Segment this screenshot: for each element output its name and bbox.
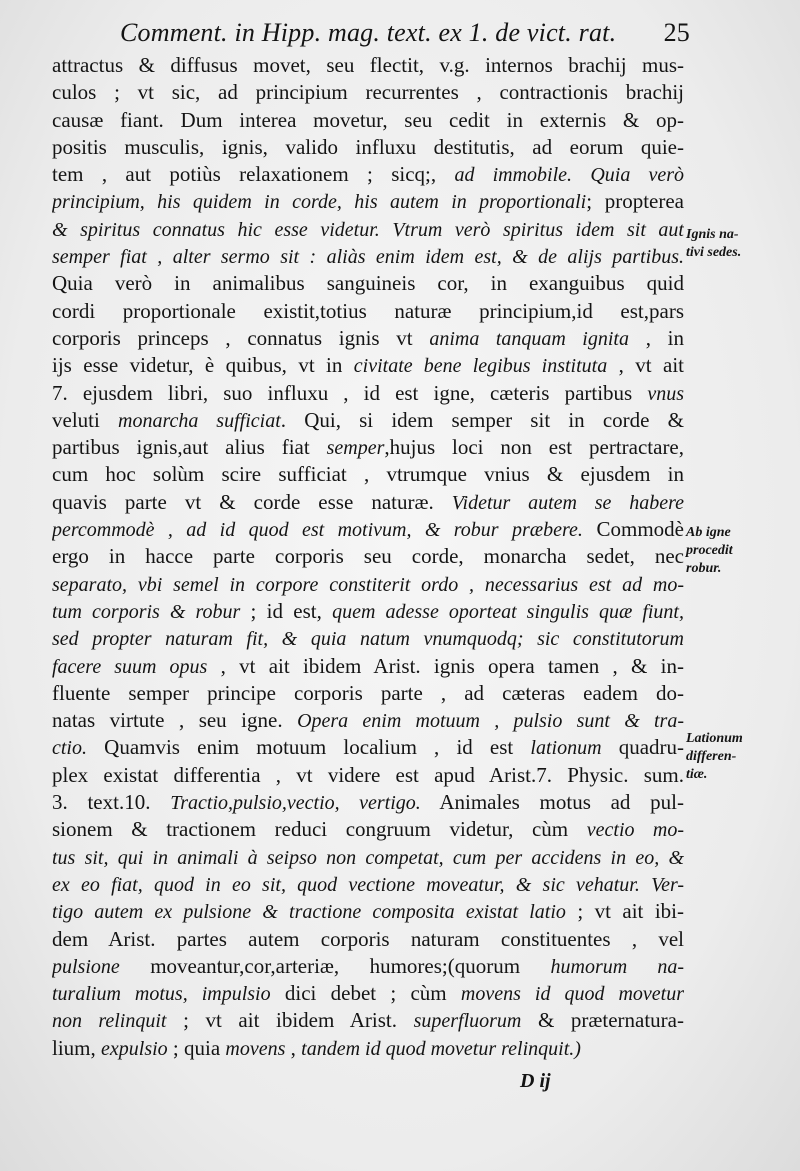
text-line (52, 734, 684, 761)
margin-note-ignis (686, 226, 796, 262)
italic-run: vnus (647, 382, 684, 405)
italic-run: percommodè , ad id quod est motivum, & robur præbere. (52, 519, 583, 542)
roman-run (572, 162, 590, 186)
italic-run: non relinquit (52, 1010, 167, 1033)
margin-note-line: Ab igne (686, 525, 731, 540)
text-line (52, 352, 684, 379)
text-line (52, 571, 684, 598)
italic-run: quem adesse oporteat singulis quæ fiunt, (332, 600, 684, 623)
roman-run: moveantur,cor,arteriæ, humores;(quorum (119, 953, 551, 978)
margin-note-lationum (686, 730, 796, 784)
text-line (52, 707, 684, 734)
text-line (52, 516, 684, 543)
margin-note-line: Ignis na- (686, 227, 739, 242)
italic-run: monarcha sufficiat (118, 409, 281, 432)
roman-run: ; vt ait ibidem Arist. (166, 1008, 414, 1033)
roman-run: ; propterea (586, 189, 684, 214)
roman-run: , (285, 1035, 302, 1060)
roman-run: ijs esse videtur, è quibus, vt in (52, 353, 354, 378)
roman-run: sionem & tractionem reduci congruum videtur, cùm (52, 817, 587, 842)
text-line (52, 653, 684, 680)
text-line (52, 52, 684, 79)
italic-run: & spiritus connatus hic esse videtur. Vtrum verò spiritus idem sit aut (52, 218, 684, 241)
text-line (52, 953, 684, 980)
text-line (52, 216, 684, 243)
roman-run: , in (628, 325, 684, 350)
roman-run: positis musculis, ignis, valido influxu destitutis, ad eorum quie- (52, 134, 684, 159)
italic-run: separato, vbi semel in corpore constiterit ordo , necessarius est ad mo- (52, 573, 684, 596)
italic-run: superfluorum (413, 1010, 522, 1033)
italic-run: semper (326, 437, 385, 460)
roman-run: , vt ait ibidem Arist. ignis opera tamen , & in- (207, 653, 684, 678)
roman-run: lium, (52, 1035, 102, 1060)
italic-run: sed propter naturam fit, & quia natum vnumquodq; sic constitutorum (52, 628, 684, 651)
italic-run: semper fiat , alter sermo sit : aliàs enim idem est, & de alijs partibus. (52, 246, 684, 269)
text-line (52, 380, 684, 407)
italic-run: vectio mo- (586, 819, 684, 842)
text-line (52, 79, 684, 106)
roman-run: dici debet ; cùm (270, 981, 461, 1006)
roman-run: fluente semper principe corporis parte , ad cæteras eadem do- (52, 680, 684, 705)
roman-run: ; quia (167, 1035, 226, 1060)
italic-run: ex eo fiat, quod in eo sit, quod vectione moveatur, & sic vehatur. Ver- (52, 873, 684, 896)
roman-run: ergo in hacce parte corporis seu corde, monarcha sedet, nec (52, 544, 684, 569)
text-line (52, 543, 684, 570)
text-line (52, 816, 684, 843)
roman-run: plex existat differentia , vt videre est apud Arist.7. Physic. sum. (52, 762, 684, 787)
italic-run: tigo autem ex pulsione & tractione composita existat latio (52, 901, 566, 924)
margin-note-line: procedit (686, 543, 733, 558)
body-text (52, 52, 684, 1062)
text-line (52, 489, 684, 516)
text-line (52, 762, 684, 789)
roman-run: partibus ignis,aut alius fiat (52, 435, 327, 460)
text-line (52, 844, 684, 871)
running-title: Comment. in Hipp. mag. text. ex 1. de vict. rat. (120, 18, 617, 47)
text-line (52, 270, 684, 297)
roman-run: ,hujus loci non est pertractare, (384, 435, 684, 460)
margin-note-line: tiæ. (686, 767, 708, 782)
roman-run: culos ; vt sic, ad principium recurrentes , contractionis brachij (52, 80, 684, 105)
text-line (52, 1007, 684, 1034)
text-line (52, 598, 684, 625)
margin-note-line: differen- (686, 749, 737, 764)
text-line (52, 134, 684, 161)
text-line (52, 161, 684, 188)
roman-run: natas virtute , seu igne. (52, 708, 298, 733)
running-header (120, 18, 690, 50)
text-line (52, 243, 684, 270)
page-number: 25 (663, 18, 690, 47)
italic-run: tandem id quod movetur relinquit.) (301, 1037, 581, 1060)
italic-run: turalium motus, impulsio (52, 983, 271, 1006)
roman-run: 7. ejusdem libri, suo influxu , id est igne, cæteris partibus (52, 380, 648, 405)
italic-run: facere suum opus (52, 655, 208, 678)
roman-run: cordi proportionale existit,totius naturæ principium,id est,pars (52, 298, 684, 323)
margin-note-line: Lationum (686, 731, 743, 746)
signature-mark: D ij (520, 1070, 551, 1092)
roman-run: Animales motus ad pul- (420, 790, 684, 815)
italic-run: movens (225, 1037, 286, 1060)
text-line (52, 926, 684, 953)
roman-run: , vt ait (607, 353, 684, 378)
italic-run: ad immobile. (454, 164, 573, 187)
text-line (52, 298, 684, 325)
text-line (52, 789, 684, 816)
roman-run: ; vt ait ibi- (565, 899, 684, 924)
roman-run: dem Arist. partes autem corporis naturam constituentes , vel (52, 926, 684, 951)
italic-run: lationum (530, 737, 602, 760)
roman-run: veluti (52, 407, 119, 432)
text-line (52, 325, 684, 352)
roman-run: attractus & diffusus movet, seu flectit, v.g. internos brachij mus- (52, 53, 684, 77)
italic-run: Quia verò (590, 164, 684, 187)
roman-run: ; id est, (240, 598, 333, 623)
italic-run: principium, his quidem in corde, his autem in proportionali (52, 191, 587, 214)
roman-run: cum hoc solùm scire sufficiat , vtrumque vnius & ejusdem in (52, 462, 684, 487)
italic-run: tum corporis & robur (52, 600, 241, 623)
roman-run: 3. text.10. (52, 790, 171, 815)
margin-note-line: tivi sedes. (686, 245, 742, 260)
roman-run: Quia verò in animalibus sanguineis cor, in exanguibus quid (52, 271, 684, 296)
roman-run: corporis princeps , connatus ignis vt (52, 325, 430, 350)
italic-run: movens id quod movetur (460, 983, 684, 1006)
roman-run: . Qui, si idem semper sit in corde & (280, 407, 684, 432)
italic-run: anima tanquam ignita (429, 327, 629, 350)
text-line (52, 980, 684, 1007)
text-line (52, 898, 684, 925)
italic-run: Tractio,pulsio,vectio, vertigo. (170, 792, 421, 815)
text-line (52, 461, 684, 488)
roman-run: quavis parte vt & corde esse naturæ. (52, 489, 452, 514)
text-line (52, 680, 684, 707)
margin-note-robur (686, 524, 796, 578)
roman-run: tem , aut potiùs relaxationem ; sicq;, (52, 162, 455, 187)
italic-run: pulsione (52, 955, 120, 978)
margin-note-line: robur. (686, 561, 722, 576)
text-line (52, 188, 684, 215)
italic-run: Videtur autem se habere (451, 491, 684, 514)
italic-run: Opera enim motuum , pulsio sunt & tra- (297, 710, 684, 733)
roman-run: & præternatura- (521, 1008, 684, 1033)
text-line (52, 1035, 684, 1062)
roman-run: Commodè (582, 517, 684, 542)
italic-run: expulsio (101, 1037, 168, 1060)
roman-run: Quamvis enim motuum localium , id est (87, 735, 531, 760)
roman-run: causæ fiant. Dum interea movetur, seu cedit in externis & op- (52, 107, 684, 132)
text-line (52, 871, 684, 898)
text-line (52, 434, 684, 461)
text-line (52, 407, 684, 434)
italic-run: ctio. (52, 737, 87, 760)
italic-run: humorum na- (550, 955, 684, 978)
roman-run: quadru- (601, 735, 684, 760)
text-line (52, 625, 684, 652)
italic-run: tus sit, qui in animali à seipso non competat, cum per accidens in eo, & (52, 846, 684, 869)
italic-run: civitate bene legibus instituta (353, 355, 608, 378)
text-line (52, 107, 684, 134)
